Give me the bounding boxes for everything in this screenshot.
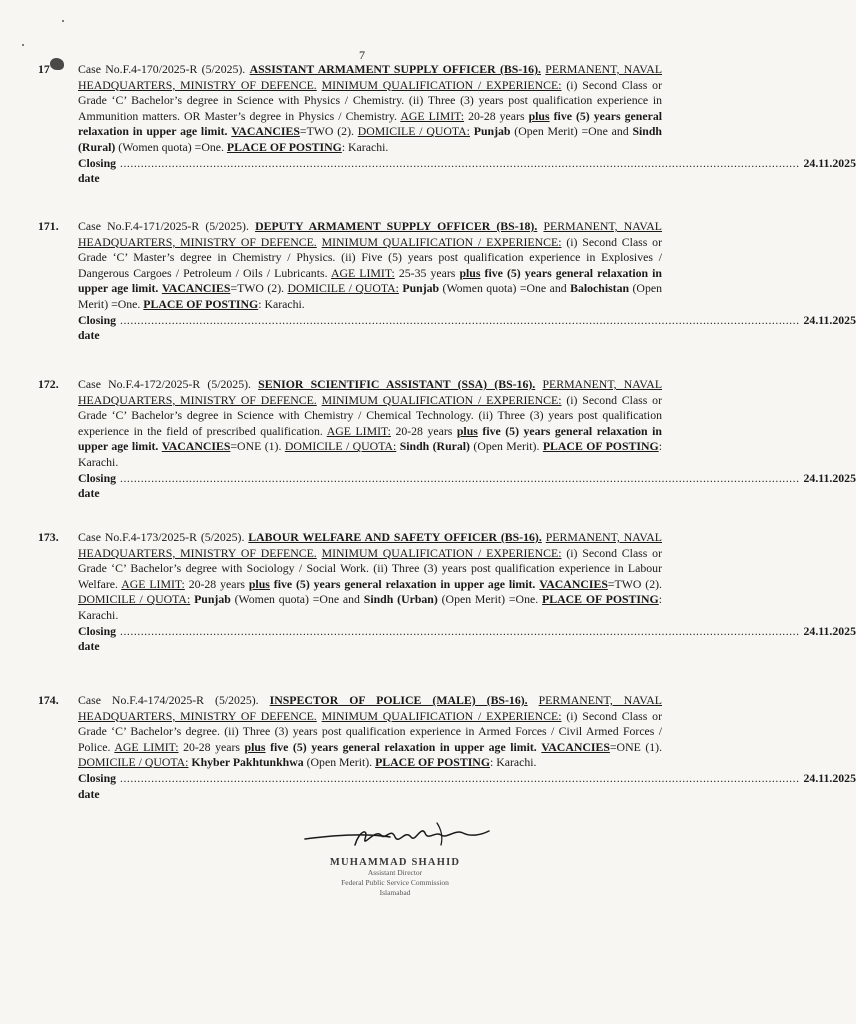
domicile-quota: (Women quota) =One. — [115, 139, 224, 154]
age-range: 25-35 years — [398, 265, 456, 280]
closing-date-row — [78, 623, 856, 655]
closing-date-value: 24.11.2025 — [803, 623, 856, 638]
scan-speck — [62, 20, 64, 22]
closing-date-value: 24.11.2025 — [803, 770, 856, 785]
closing-date-row — [78, 770, 856, 802]
posting-value: : Karachi. — [78, 592, 662, 622]
vacancies-value: =ONE (1). — [230, 439, 282, 454]
closing-date-row — [78, 155, 856, 187]
relaxation-text: five (5) years general relaxation in upper age limit. — [273, 576, 536, 591]
qualification-label: MINIMUM QUALIFICATION / EXPERIENCE: — [321, 545, 562, 560]
handwritten-signature — [295, 815, 495, 855]
leader-dots: ..................................................................................................................................................................................................... — [120, 470, 800, 485]
department: PERMANENT, NAVAL HEADQUARTERS, MINISTRY OF DEFENCE. — [78, 377, 663, 407]
age-range: 20-28 years — [468, 108, 525, 123]
closing-date-value: 24.11.2025 — [803, 312, 856, 327]
posting-label: PLACE OF POSTING — [542, 592, 659, 607]
vacancies-label: VACANCIES — [161, 439, 231, 454]
case-ref: Case No.F.4-174/2025-R (5/2025). — [78, 693, 259, 707]
posting-value: : Karachi. — [341, 139, 389, 154]
domicile-quota: (Open Merit). — [303, 755, 373, 770]
domicile-region: Punjab — [473, 124, 511, 139]
domicile-label: DOMICILE / QUOTA: — [78, 592, 191, 607]
qualification-label: MINIMUM QUALIFICATION / EXPERIENCE: — [321, 708, 562, 723]
posting-value: : Karachi. — [258, 296, 305, 311]
qualification-label: MINIMUM QUALIFICATION / EXPERIENCE: — [321, 77, 562, 92]
case-description — [78, 377, 662, 471]
domicile-quota: (Women quota) =One and — [230, 592, 364, 607]
case-number: 174. — [38, 693, 59, 707]
department: PERMANENT, NAVAL HEADQUARTERS, MINISTRY OF DEFENCE. — [78, 62, 663, 92]
case-entry — [38, 219, 856, 344]
closing-date-row — [78, 312, 856, 344]
domicile-label: DOMICILE / QUOTA: — [357, 124, 470, 139]
signatory-name: MUHAMMAD SHAHID — [329, 857, 461, 868]
qualification-text: (i) Second Class or Grade ‘C’ Master’s degree in Chemistry / Physics. (ii) Five (5) years post qualification experience in Explosives / Dangerous Cargoes / Petroleum / Oils / Lubricants. — [78, 234, 663, 280]
qualification-label: MINIMUM QUALIFICATION / EXPERIENCE: — [321, 234, 562, 249]
plus-word: plus — [244, 739, 266, 754]
page-number: 7 — [359, 48, 365, 62]
domicile-region: Khyber Pakhtunkhwa — [191, 755, 304, 770]
closing-date-label: Closing date — [78, 470, 117, 501]
case-description — [78, 530, 662, 624]
posting-label: PLACE OF POSTING — [226, 139, 342, 154]
case-description — [78, 219, 662, 313]
age-range: 20-28 years — [188, 576, 245, 591]
case-number: 172. — [38, 377, 59, 391]
vacancies-value: =TWO (2). — [299, 124, 354, 139]
case-entry — [38, 377, 856, 502]
domicile-region: Sindh (Rural) — [399, 439, 470, 454]
scan-speck — [22, 44, 24, 46]
post-title: ASSISTANT ARMAMENT SUPPLY OFFICER (BS-16). — [249, 62, 541, 76]
domicile-quota: (Women quota) =One and — [439, 281, 571, 296]
department: PERMANENT, NAVAL HEADQUARTERS, MINISTRY OF DEFENCE. — [78, 219, 663, 249]
domicile-quota: (Open Merit) =One. — [78, 281, 662, 311]
post-title: LABOUR WELFARE AND SAFETY OFFICER (BS-16). — [248, 530, 542, 544]
qualification-text: (i) Second Class or Grade ‘C’ Bachelor’s degree in Science with Chemistry / Chemical Technology. (ii) Three (3) years post qualification experience in the field of prescribed qualification. — [78, 392, 663, 438]
domicile-region: Sindh (Urban) — [363, 592, 438, 607]
case-entry — [38, 62, 856, 187]
case-description — [78, 693, 662, 771]
domicile-region: Sindh (Rural) — [78, 124, 662, 154]
relaxation-text: five (5) years general relaxation in upper age limit. — [78, 423, 662, 454]
qualification-label: MINIMUM QUALIFICATION / EXPERIENCE: — [321, 392, 562, 407]
closing-date-value: 24.11.2025 — [803, 470, 856, 485]
posting-value: : Karachi. — [78, 439, 662, 469]
vacancies-value: =TWO (2). — [230, 281, 285, 296]
case-entry — [38, 693, 856, 802]
case-description — [78, 62, 662, 156]
vacancies-label: VACANCIES — [231, 124, 300, 139]
closing-date-label: Closing date — [78, 312, 117, 343]
posting-label: PLACE OF POSTING — [542, 439, 659, 454]
case-ref: Case No.F.4-172/2025-R (5/2025). — [78, 377, 251, 391]
case-ref: Case No.F.4-170/2025-R (5/2025). — [78, 62, 246, 76]
signatory-city: Islamabad — [379, 888, 411, 897]
posting-label: PLACE OF POSTING — [375, 755, 490, 770]
age-limit-label: AGE LIMIT: — [121, 576, 185, 591]
closing-date-label: Closing date — [78, 770, 117, 801]
relaxation-text: five (5) years general relaxation in upper age limit. — [78, 108, 662, 139]
qualification-text: (i) Second Class or Grade ‘C’ Bachelor’s degree. (ii) Three (3) years post qualification experience in Armed Forces / Civil Armed Forces / Police. — [78, 708, 663, 754]
vacancies-label: VACANCIES — [161, 281, 231, 296]
case-number: 171. — [38, 219, 59, 233]
signatory-designation: Assistant Director — [367, 868, 423, 877]
vacancies-value: =ONE (1). — [609, 739, 663, 754]
plus-word: plus — [528, 108, 550, 123]
closing-date-value: 24.11.2025 — [803, 155, 856, 170]
domicile-quota: (Open Merit). — [469, 439, 540, 454]
domicile-region: Balochistan — [570, 281, 630, 296]
domicile-quota: (Open Merit) =One. — [437, 592, 539, 607]
post-title: DEPUTY ARMAMENT SUPPLY OFFICER (BS-18). — [255, 219, 538, 233]
age-limit-label: AGE LIMIT: — [114, 739, 179, 754]
domicile-label: DOMICILE / QUOTA: — [284, 439, 397, 454]
vacancies-label: VACANCIES — [539, 576, 608, 591]
department: PERMANENT, NAVAL HEADQUARTERS, MINISTRY OF DEFENCE. — [78, 530, 662, 560]
closing-date-label: Closing date — [78, 155, 117, 186]
case-number: 17 — [38, 62, 50, 76]
case-entry — [38, 530, 856, 655]
relaxation-text: five (5) years general relaxation in upper age limit. — [270, 739, 537, 754]
vacancies-value: =TWO (2). — [607, 576, 662, 591]
age-limit-label: AGE LIMIT: — [400, 108, 465, 123]
department: PERMANENT, NAVAL HEADQUARTERS, MINISTRY OF DEFENCE. — [78, 693, 663, 723]
case-ref: Case No.F.4-171/2025-R (5/2025). — [78, 219, 249, 233]
leader-dots: ..................................................................................................................................................................................................... — [120, 770, 800, 785]
plus-word: plus — [456, 423, 478, 438]
closing-date-row — [78, 470, 856, 502]
age-range: 20-28 years — [395, 423, 453, 438]
post-title: INSPECTOR OF POLICE (MALE) (BS-16). — [269, 693, 528, 707]
vacancies-label: VACANCIES — [541, 739, 610, 754]
qualification-text: (i) Second Class or Grade ‘C’ Bachelor’s degree with Sociology / Social Work. (ii) Three (3) years post qualification experience in Labour Welfare. — [78, 545, 663, 591]
closing-date-label: Closing date — [78, 623, 117, 654]
case-ref: Case No.F.4-173/2025-R (5/2025). — [78, 530, 245, 544]
domicile-region: Punjab — [402, 281, 440, 296]
qualification-text: (i) Second Class or Grade ‘C’ Bachelor’s degree in Science with Physics / Chemistry. (ii) Three (3) years post qualification experience in Ammunition matters. OR Master’s degree in Physics / Chemistry. — [78, 77, 663, 123]
domicile-label: DOMICILE / QUOTA: — [287, 281, 399, 296]
domicile-region: Punjab — [194, 592, 231, 607]
post-title: SENIOR SCIENTIFIC ASSISTANT (SSA) (BS-16). — [258, 377, 536, 391]
posting-value: : Karachi. — [490, 755, 537, 770]
leader-dots: ..................................................................................................................................................................................................... — [120, 623, 800, 638]
age-range: 20-28 years — [183, 739, 240, 754]
domicile-quota: (Open Merit) =One and — [510, 124, 633, 139]
signatory-organization: Federal Public Service Commission — [341, 878, 449, 887]
leader-dots: ..................................................................................................................................................................................................... — [120, 155, 800, 170]
case-number: 173. — [38, 530, 59, 544]
age-limit-label: AGE LIMIT: — [326, 423, 391, 438]
domicile-label: DOMICILE / QUOTA: — [78, 755, 189, 770]
plus-word: plus — [248, 576, 270, 591]
plus-word: plus — [459, 265, 481, 280]
relaxation-text: five (5) years general relaxation in upper age limit. — [78, 265, 662, 296]
signature-block — [290, 815, 500, 898]
leader-dots: ..................................................................................................................................................................................................... — [120, 312, 800, 327]
age-limit-label: AGE LIMIT: — [330, 265, 395, 280]
posting-label: PLACE OF POSTING — [143, 296, 259, 311]
